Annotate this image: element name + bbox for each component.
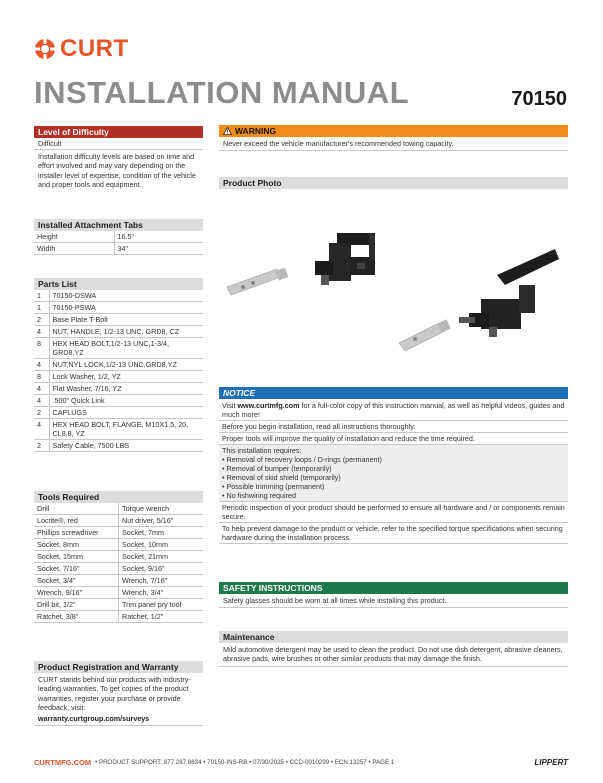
table-row bbox=[34, 326, 203, 338]
tool-item: Drill bit, 1/2" bbox=[34, 599, 119, 611]
attachment-tabs-section bbox=[34, 219, 203, 255]
requires-item: No fishwiring required bbox=[226, 491, 297, 500]
tool-item: Socket, 10mm bbox=[119, 539, 204, 551]
requires-item: Removal of recovery loops / D-rings (permanent) bbox=[226, 455, 382, 464]
part-qty: 8 bbox=[34, 371, 49, 383]
part-qty: 1 bbox=[34, 290, 49, 302]
part-qty: 4 bbox=[34, 359, 49, 371]
table-row bbox=[34, 440, 203, 452]
part-desc: Flat Washer, 7/16, YZ bbox=[49, 383, 203, 395]
part-desc: 70150-DSWA bbox=[49, 290, 203, 302]
list-item: • No fishwiring required bbox=[222, 491, 297, 500]
divider bbox=[34, 725, 203, 726]
tool-item: Loctite®, red bbox=[34, 515, 119, 527]
safety-text: Safety glasses should be worn at all times while installing this product. bbox=[219, 594, 568, 608]
part-qty: 8 bbox=[34, 338, 49, 359]
table-row bbox=[34, 383, 203, 395]
curt-logo bbox=[34, 37, 129, 61]
tool-item: Socket, 7/16" bbox=[34, 563, 119, 575]
table-row bbox=[34, 243, 203, 255]
part-desc: Base Plate T-Bolt bbox=[49, 314, 203, 326]
list-item: • Removal of skid shield (temporarily) bbox=[222, 473, 341, 482]
tool-item: Phillips screwdriver bbox=[34, 527, 119, 539]
table-row bbox=[34, 515, 203, 527]
difficulty-description: Installation difficulty levels are based on time and effort involved and may vary depending on the installer level of expertise, condition of the vehicle and proper tools and equipment. bbox=[38, 152, 196, 190]
tool-item: Socket, 8mm bbox=[34, 539, 119, 551]
part-desc: CAPLUGS bbox=[49, 407, 203, 419]
warning-text: Never exceed the vehicle manufacturer's recommended towing capacity. bbox=[219, 137, 568, 151]
tool-item: Drill bbox=[34, 503, 119, 515]
tool-item: Torque wrench bbox=[119, 503, 204, 515]
part-qty: 2 bbox=[34, 440, 49, 452]
maintenance-heading: Maintenance bbox=[219, 631, 568, 643]
list-item: • Possible trimming (permanent) bbox=[222, 482, 325, 491]
table-row bbox=[34, 302, 203, 314]
tool-item: Trim panel pry tool bbox=[119, 599, 204, 611]
bracket-upper-image bbox=[315, 233, 375, 285]
curt-gear-icon bbox=[34, 38, 56, 60]
parts-list-heading: Parts List bbox=[34, 278, 203, 290]
page-title: INSTALLATION MANUAL bbox=[34, 75, 410, 110]
tab-value: 34" bbox=[114, 243, 203, 255]
registration-text: CURT stands behind our products with industry-leading warranties. To get copies of the product warranties, register your purchase or provide feedback, visit: bbox=[38, 675, 191, 713]
requires-heading: This installation requires: bbox=[222, 446, 302, 455]
part-desc: Safety Cable, 7500 LBS bbox=[49, 440, 203, 452]
part-qty: 2 bbox=[34, 314, 49, 326]
table-row bbox=[34, 419, 203, 440]
table-row bbox=[34, 563, 203, 575]
table-row bbox=[34, 575, 203, 587]
safety-heading: SAFETY INSTRUCTIONS bbox=[219, 582, 568, 594]
part-qty: 4 bbox=[34, 326, 49, 338]
notice-requires bbox=[219, 445, 568, 502]
safety-section bbox=[219, 582, 568, 608]
lippert-logo: LIPPERT bbox=[534, 757, 568, 767]
tools-table bbox=[34, 503, 203, 623]
warning-header bbox=[219, 125, 568, 137]
product-photo bbox=[219, 215, 568, 355]
difficulty-section bbox=[34, 126, 203, 192]
requires-item: Removal of skid shield (temporarily) bbox=[226, 473, 341, 482]
table-row bbox=[34, 371, 203, 383]
tool-item: Socket, 9/16" bbox=[119, 563, 204, 575]
table-row bbox=[34, 503, 203, 515]
footer bbox=[34, 756, 568, 768]
list-item: • Removal of recovery loops / D-rings (permanent) bbox=[222, 455, 382, 464]
part-qty: 1 bbox=[34, 302, 49, 314]
difficulty-level: Difficult bbox=[34, 138, 203, 150]
table-row bbox=[34, 587, 203, 599]
footer-brand-link[interactable]: CURTMFG.COM bbox=[34, 757, 92, 767]
difficulty-heading: Level of Difficulty bbox=[34, 126, 203, 138]
parts-list-section bbox=[34, 278, 203, 452]
tool-item: Wrench, 9/16" bbox=[34, 587, 119, 599]
table-row bbox=[34, 314, 203, 326]
registration-heading: Product Registration and Warranty bbox=[34, 661, 203, 673]
table-row bbox=[34, 395, 203, 407]
warning-icon bbox=[223, 127, 232, 135]
tool-item: Wrench, 3/4" bbox=[119, 587, 204, 599]
notice-section bbox=[219, 387, 568, 544]
table-row bbox=[34, 611, 203, 623]
tool-item: Nut driver, 5/16" bbox=[119, 515, 204, 527]
part-desc: Lock Washer, 1/2, YZ bbox=[49, 371, 203, 383]
notice-heading: NOTICE bbox=[219, 387, 568, 399]
tool-item: Ratchet, 3/8" bbox=[34, 611, 119, 623]
notice-tools: Proper tools will improve the quality of installation and reduce the time required. bbox=[219, 433, 568, 445]
tab-label: Width bbox=[34, 243, 114, 255]
requires-item: Possible trimming (permanent) bbox=[226, 482, 325, 491]
warning-section bbox=[219, 125, 568, 151]
tool-item: Ratchet, 1/2" bbox=[119, 611, 204, 623]
tool-item: Socket, 15mm bbox=[34, 551, 119, 563]
product-photo-heading: Product Photo bbox=[219, 177, 568, 189]
maintenance-text: Mild automotive detergent may be used to clean the product. Do not use dish detergent, abrasive cleaners, abrasive pads, wire brushes or other similar products that may damage the finish. bbox=[219, 643, 568, 667]
part-desc: NUT, HANDLE, 1/2-13 UNC, GRD8, CZ bbox=[49, 326, 203, 338]
table-row bbox=[34, 231, 203, 243]
requires-item: Removal of bumper (temporarily) bbox=[226, 464, 332, 473]
part-desc: .500" Quick Link bbox=[49, 395, 203, 407]
pin-upper-image bbox=[227, 268, 288, 295]
part-qty: 4 bbox=[34, 383, 49, 395]
attachment-tabs-table bbox=[34, 231, 203, 255]
curtmfg-link[interactable]: www.curtmfg.com bbox=[237, 401, 300, 410]
notice-visit-post: for a full-color copy of this instruction manual, as well as helpful videos, guides and much more! bbox=[222, 401, 565, 419]
maintenance-section bbox=[219, 631, 568, 667]
tools-heading: Tools Required bbox=[34, 491, 203, 503]
warranty-link[interactable]: warranty.curtgroup.com/surveys bbox=[38, 713, 150, 723]
tool-item: Socket, 7mm bbox=[119, 527, 204, 539]
tools-section bbox=[34, 491, 203, 623]
table-row bbox=[34, 338, 203, 359]
table-row bbox=[34, 290, 203, 302]
tool-item: Socket, 3/4" bbox=[34, 575, 119, 587]
tool-item: Socket, 21mm bbox=[119, 551, 204, 563]
table-row bbox=[34, 539, 203, 551]
table-row bbox=[34, 359, 203, 371]
part-desc: HEX HEAD BOLT, FLANGE, M10X1.5, 20, CL8.8, YZ bbox=[49, 419, 203, 440]
product-photo-section bbox=[219, 177, 568, 189]
table-row bbox=[34, 599, 203, 611]
part-desc: 70150-PSWA bbox=[49, 302, 203, 314]
bracket-lower-image bbox=[459, 249, 559, 337]
footer-info: • PRODUCT SUPPORT: 877.287.8634 • 70150-INS-RB • 07/30/2025 • CCD-0010299 • ECN 13257 • PAGE 1 bbox=[95, 758, 395, 766]
notice-damage: To help prevent damage to the product or vehicle, refer to the specified torque specifications when securing hardware during the installation process. bbox=[219, 523, 568, 544]
tab-value: 16.5" bbox=[114, 231, 203, 243]
notice-visit bbox=[219, 399, 568, 421]
parts-list-table bbox=[34, 290, 203, 452]
registration-section bbox=[34, 661, 203, 726]
part-desc: NUT,NYL LOCK,1/2-13 UNC,GRD8,YZ bbox=[49, 359, 203, 371]
warning-heading: WARNING bbox=[235, 126, 277, 136]
brand-name: CURT bbox=[60, 35, 129, 62]
notice-read: Before you begin installation, read all instructions thoroughly. bbox=[219, 421, 568, 433]
pin-lower-image bbox=[399, 319, 451, 351]
table-row bbox=[34, 527, 203, 539]
part-qty: 2 bbox=[34, 407, 49, 419]
notice-visit-pre: Visit bbox=[222, 401, 238, 410]
part-qty: 4 bbox=[34, 419, 49, 440]
table-row bbox=[34, 551, 203, 563]
part-qty: 4 bbox=[34, 395, 49, 407]
list-item: • Removal of bumper (temporarily) bbox=[222, 464, 332, 473]
tool-item: Wrench, 7/16" bbox=[119, 575, 204, 587]
table-row bbox=[34, 407, 203, 419]
notice-periodic: Periodic inspection of your product should be performed to ensure all hardware and / or components remain secure. bbox=[219, 502, 568, 523]
attachment-tabs-heading: Installed Attachment Tabs bbox=[34, 219, 203, 231]
tab-label: Height bbox=[34, 231, 114, 243]
part-number: 70150 bbox=[511, 88, 567, 110]
part-desc: HEX HEAD BOLT,1/2-13 UNC,1-3/4, GRD8,YZ bbox=[49, 338, 203, 359]
